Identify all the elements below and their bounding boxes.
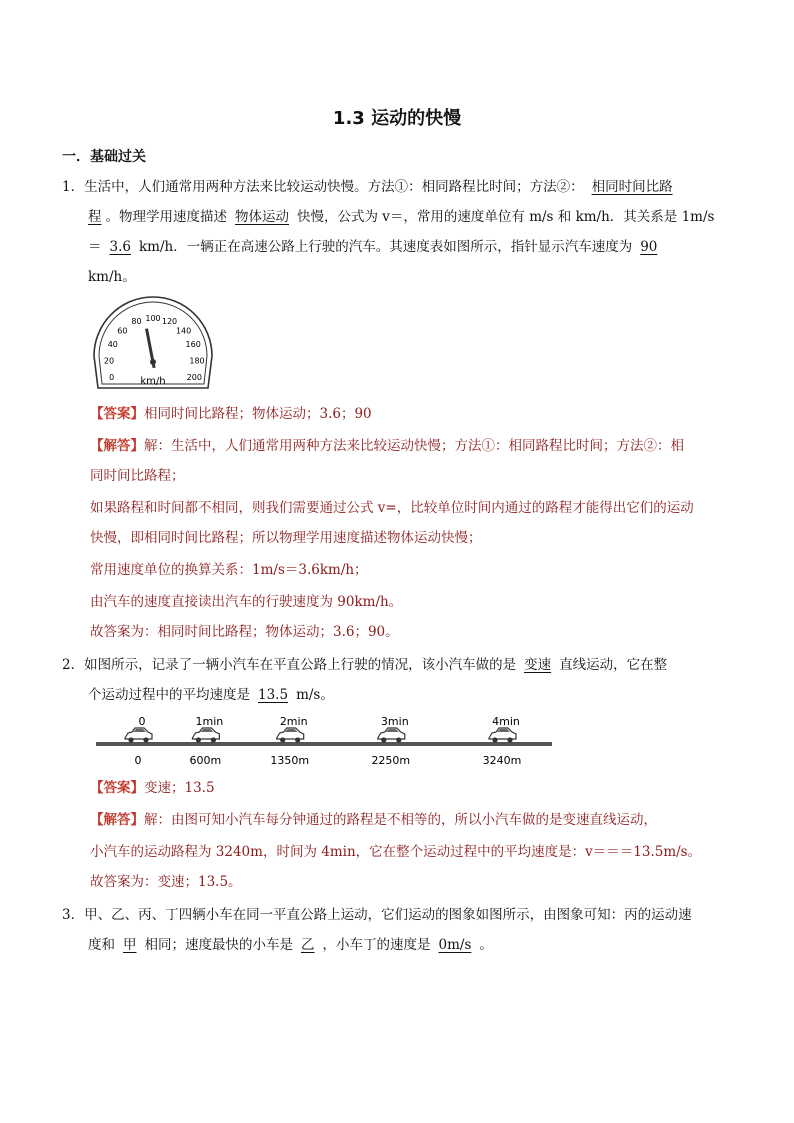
q1-line-3: ＝ 3.6 km/h．一辆正在高速公路上行驶的汽车。其速度表如图所示，指针显示汽车速度为 90	[62, 232, 732, 262]
q3-blank-1: 甲	[123, 937, 137, 953]
q1-explain-5: 常用速度单位的换算关系：1m/s＝3.6km/h；	[90, 562, 368, 578]
q2-explain-1: 【解答】解：由图可知小汽车每分钟通过的路程是不相等的，所以小汽车做的是变速直线运动，	[90, 812, 657, 828]
gauge-label: 180	[189, 356, 205, 366]
gauge-label: 80	[131, 317, 142, 327]
road-figure	[92, 712, 562, 772]
time-label: 2min	[279, 715, 308, 728]
distance-label: 1350m	[270, 754, 310, 767]
q1-line-1: 1．生活中，人们通常用两种方法来比较运动快慢。方法①：相同路程比时间；方法②： 相同时间比路	[62, 172, 732, 202]
q3-line-2: 度和 甲 相同；速度最快的小车是 乙 ，小车丁的速度是 0m/s 。	[88, 937, 493, 953]
car-icon	[277, 728, 304, 743]
q1-line-4: km/h。	[88, 269, 136, 285]
car-icon	[125, 728, 152, 743]
q2-line-1: 2．如图所示，记录了一辆小汽车在平直公路上行驶的情况，该小汽车做的是 变速 直线运动，它在整	[62, 657, 668, 673]
q3-blank-3: 0m/s	[438, 937, 472, 953]
q1-explain-4: 快慢，即相同时间比路程；所以物理学用速度描述物体运动快慢；	[90, 530, 482, 546]
gauge-label: 120	[161, 317, 178, 327]
q2-explain-3: 故答案为：变速；13.5。	[90, 874, 242, 890]
section-heading: 一．基础过关	[62, 149, 146, 165]
q1-explain-7: 故答案为：相同时间比路程；物体运动；3.6；90。	[90, 624, 399, 640]
gauge-label: 100	[145, 314, 161, 323]
page-title: 1.3 运动的快慢	[332, 108, 462, 129]
gauge-label: 160	[185, 340, 201, 350]
speedometer-unit: km/h	[140, 376, 166, 387]
q1-answer: 【答案】相同时间比路程；物体运动；3.6；90	[90, 406, 372, 422]
q1-line-2: 程 。物理学用速度描述 物体运动 快慢，公式为 v＝，常用的速度单位有 m/s 和 km/h．其关系是 1m/s	[88, 209, 715, 225]
q1-blank-2: 物体运动	[235, 209, 289, 225]
time-label: 3min	[380, 715, 409, 728]
time-label: 4min	[492, 715, 520, 728]
road-line	[96, 742, 552, 746]
q3-line-1: 3．甲、乙、丙、丁四辆小车在同一平直公路上运动，它们运动的图象如图所示，由图象可知：丙的运动速	[62, 907, 692, 923]
q1-number: 1．	[62, 179, 85, 195]
car-icon	[192, 728, 219, 743]
q2-answer: 【答案】变速；13.5	[90, 780, 215, 796]
distance-label: 0	[134, 754, 142, 767]
q1-blank-4: 90	[640, 239, 658, 255]
question-1	[62, 172, 732, 292]
q1-blank-3: 3.6	[109, 239, 131, 255]
distance-label: 3240m	[482, 754, 522, 767]
gauge-label: 140	[175, 326, 192, 336]
time-label: 0	[138, 715, 146, 728]
distance-label: 600m	[189, 754, 222, 767]
gauge-label: 60	[117, 326, 128, 336]
question-2	[62, 650, 732, 710]
q3-number: 3．	[62, 907, 85, 923]
q2-line-2: 个运动过程中的平均速度是 13.5 m/s。	[88, 687, 334, 703]
gauge-label: 200	[186, 373, 202, 382]
speedometer-figure	[90, 296, 216, 394]
q3-blank-2: 乙	[301, 937, 315, 953]
q2-explain-2: 小汽车的运动路程为 3240m，时间为 4min，它在整个运动过程中的平均速度是：v＝＝＝13.5m/s。	[90, 844, 702, 860]
q1-blank-1: 相同时间比路	[591, 179, 673, 195]
q2-blank-1: 变速	[524, 657, 552, 673]
q2-blank-2: 13.5	[258, 687, 289, 703]
q1-explain-3: 如果路程和时间都不相同，则我们需要通过公式 v=，比较单位时间内通过的路程才能得出它们的运动	[90, 500, 694, 516]
q2-number: 2．	[62, 657, 85, 673]
gauge-label: 20	[103, 356, 115, 366]
gauge-label: 40	[107, 340, 118, 350]
question-3	[62, 900, 732, 960]
car-icon	[378, 728, 405, 743]
distance-label: 2250m	[371, 754, 411, 767]
car-icon	[489, 728, 516, 743]
q1-explain-6: 由汽车的速度直接读出汽车的行驶速度为 90km/h。	[90, 594, 403, 610]
q1-explain-2: 同时间比路程；	[90, 468, 185, 484]
speedometer-hub	[150, 359, 156, 365]
q1-explain-1: 【解答】解：生活中，人们通常用两种方法来比较运动快慢；方法①：相同路程比时间；方法②：相	[90, 438, 684, 454]
time-label: 1min	[195, 715, 224, 728]
gauge-label: 0	[109, 373, 115, 382]
